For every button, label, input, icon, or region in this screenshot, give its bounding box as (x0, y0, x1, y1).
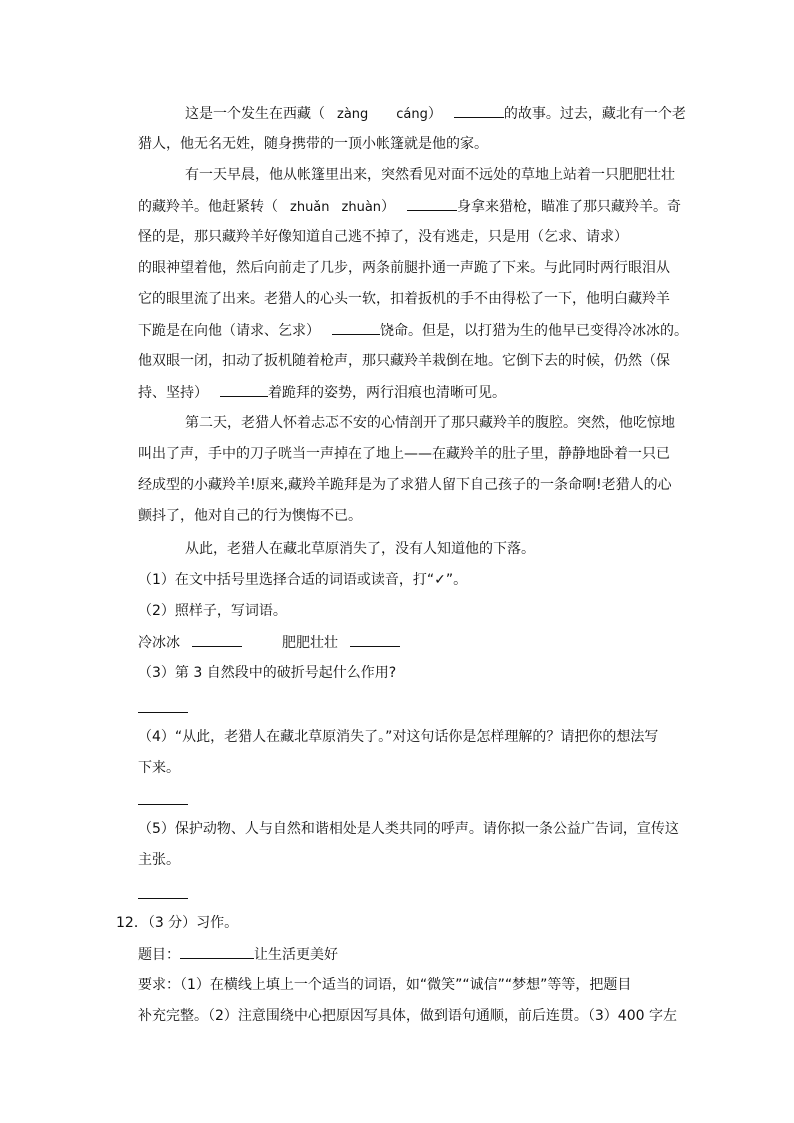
passage-line: 它的眼里流了出来。老猎人的心头一软，扣着扳机的手不由得松了一下，他明白藏羚羊 (138, 291, 670, 307)
answer-line[interactable] (138, 803, 188, 805)
passage-line: 从此，老猎人在藏北草原消失了，没有人知道他的下落。 (185, 541, 535, 557)
example-word: 冷冰冰 (138, 635, 180, 651)
answer-line[interactable] (138, 897, 188, 899)
question-2-examples (138, 632, 400, 652)
pinyin-option[interactable]: zàng (337, 107, 369, 122)
passage-line: 这是一个发生在西藏（ zàng cáng） 的故事。过去，藏北有一个老 (185, 103, 686, 123)
item-12-requirement: 要求：（1）在横线上填上一个适当的词语，如“微笑”“诚信”“梦想”等等，把题目 (138, 977, 632, 993)
passage-line: 经成型的小藏羚羊!原来,藏羚羊跪拜是为了求猎人留下自己孩子的一条命啊!老猎人的心 (138, 477, 672, 493)
passage-line: 猎人，他无名无姓，随身携带的一顶小帐篷就是他的家。 (138, 136, 488, 152)
passage-line: 有一天早晨，他从帐篷里出来，突然看见对面不远处的草地上站着一只肥肥壮壮 (185, 167, 675, 183)
question-2: （2）照样子，写词语。 (138, 603, 287, 619)
passage-line: 颤抖了，他对自己的行为懊悔不已。 (138, 508, 362, 524)
passage-line: 下跪是在向他（请求、乞求） 饶命。但是，以打猎为生的他早已变得冷冰冰的。 (138, 320, 688, 340)
passage-line: 怪的是，那只藏羚羊好像知道自己逃不掉了，没有逃走，只是用（乞求、请求） (138, 229, 628, 245)
question-5: （5）保护动物、人与自然和谐相处是人类共同的呼声。请你拟一条公益广告词，宣传这 (138, 821, 679, 837)
question-1: （1）在文中括号里选择合适的词语或读音，打“✓”。 (138, 572, 468, 588)
passage-line: 第二天，老猎人怀着忐忑不安的心情剖开了那只藏羚羊的腹腔。突然，他吃惊地 (185, 415, 675, 431)
answer-line[interactable] (138, 711, 188, 713)
question-3: （3）第 3 自然段中的破折号起什么作用? (138, 665, 397, 681)
passage-line: 他双眼一闭，扣动了扳机随着枪声，那只藏羚羊栽倒在地。它倒下去的时候，仍然（保 (138, 353, 670, 369)
answer-blank[interactable] (407, 196, 457, 211)
answer-blank[interactable] (454, 103, 504, 118)
question-4: （4）“从此，老猎人在藏北草原消失了。”对这句话你是怎样理解的？请把你的想法写 (138, 729, 659, 745)
passage-line: 的眼神望着他，然后向前走了几步，两条前腿扑通一声跪了下来。与此同时两行眼泪从 (138, 260, 670, 276)
answer-blank[interactable] (220, 382, 268, 397)
question-4-cont: 下来。 (138, 760, 180, 776)
answer-blank[interactable] (332, 320, 380, 335)
passage-line: 持、坚持） 着跪拜的姿势，两行泪痕也清晰可见。 (138, 382, 506, 402)
pinyin-option[interactable]: zhuàn (341, 200, 382, 215)
example-word: 肥肥壮壮 (282, 635, 338, 651)
title-blank[interactable] (180, 944, 254, 959)
answer-blank[interactable] (192, 632, 242, 647)
question-5-cont: 主张。 (138, 852, 180, 868)
item-12-header: 12．（3 分）习作。 (116, 915, 239, 931)
item-12-title: 题目： 让生活更美好 (138, 944, 338, 964)
answer-blank[interactable] (350, 632, 400, 647)
pinyin-option[interactable]: zhuǎn (290, 200, 330, 215)
pinyin-option[interactable]: cáng (396, 107, 428, 122)
passage-line: 的藏羚羊。他赶紧转（ zhuǎn zhuàn） 身拿来猎枪，瞄准了那只藏羚羊。奇 (138, 196, 681, 216)
passage-line: 叫出了声，手中的刀子咣当一声掉在了地上——在藏羚羊的肚子里，静静地卧着一只已 (138, 446, 670, 462)
item-12-requirement-cont: 补充完整。（2）注意围绕中心把原因写具体，做到语句通顺，前后连贯。（3）400 字左 (138, 1008, 677, 1024)
